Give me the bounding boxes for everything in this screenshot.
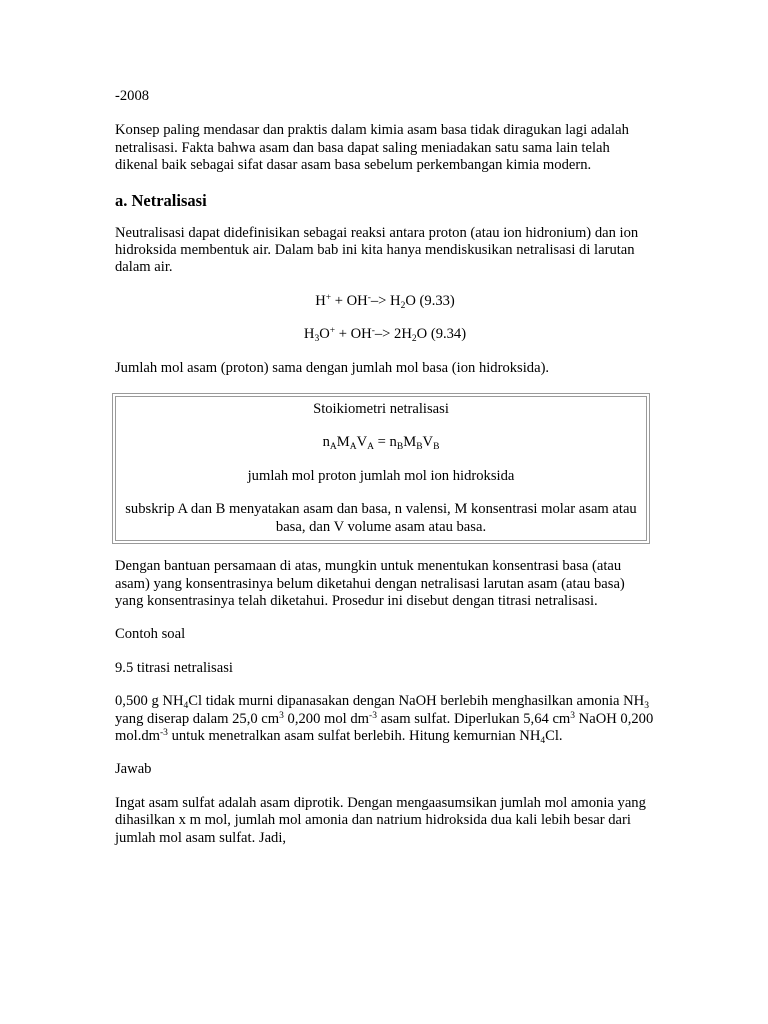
stoichiometry-box [112, 393, 650, 544]
example-label: Contoh soal [115, 626, 186, 643]
answer-label: Jawab [115, 761, 152, 778]
section-heading: a. Netralisasi [115, 190, 207, 210]
stoichiometry-box-inner [115, 396, 647, 541]
answer-paragraph: Ingat asam sulfat adalah asam diprotik. Dengan mengaasumsikan jumlah mol amonia yang dihasilkan x m mol, jumlah mol amonia dan natrium hidroksida dua kali lebih besar dari jumlah mol asam sulfat. Jadi, [115, 794, 646, 846]
box-title: Stoikiometri netralisasi [313, 401, 449, 418]
box-labels-line: jumlah mol proton jumlah mol ion hidroksida [247, 467, 515, 484]
mole-statement: Jumlah mol asam (proton) sama dengan jumlah mol basa (ion hidroksida). [115, 359, 550, 376]
definition-paragraph: Neutralisasi dapat didefinisikan sebagai reaksi antara proton (atau ion hidronium) dan ion hidroksida membentuk air. Dalam bab ini kita hanya mendiskusikan netralisasi di larutan dalam air. [115, 224, 639, 276]
equation-9-33: $H^+ + OH^--> H_2O$ (9.33) [315, 292, 455, 311]
year-line: -2008 [115, 88, 150, 104]
problem-statement: 0,500 g $NH_4Cl$ tidak murni dipanasakan dengan NaOH berlebih menghasilkan amonia $NH_3$ yang diserap dalam 25,0 $cm^3$ 0,200 mol $dm^{-3}$ asam sulfat. Diperlukan 5,64 $cm^3$ NaOH 0,200 $mol.dm^{-3}$ untuk menetralkan asam sulfat berlebih. Hitung kemurnian $NH_4Cl$. [115, 693, 654, 746]
box-formula: $n_AM_AV_A = n_BM_BV_B$ [322, 434, 440, 453]
example-title: 9.5 titrasi netralisasi [115, 659, 233, 676]
document-page [115, 88, 655, 863]
box-note: subskrip A dan B menyatakan asam dan basa, n valensi, M konsentrasi molar asam atau basa, dan V volume asam atau basa. [125, 501, 637, 535]
titration-paragraph: Dengan bantuan persamaan di atas, mungkin untuk menentukan konsentrasi basa (atau asam) yang konsentrasinya belum diketahui dengan netralisasi larutan asam (atau basa) yang konsentrasinya telah diketahui. Prosedur ini disebut dengan titrasi netralisasi. [115, 558, 625, 609]
intro-paragraph: Konsep paling mendasar dan praktis dalam kimia asam basa tidak diragukan lagi adalah netralisasi. Fakta bahwa asam dan basa dapat saling meniadakan satu sama lain telah dikenal baik sebagai sifat dasar asam basa sebelum perkembangan kimia modern. [115, 122, 629, 174]
equation-9-34: $H_3O^+ + OH^--> 2H_2O$ (9.34) [303, 326, 467, 345]
